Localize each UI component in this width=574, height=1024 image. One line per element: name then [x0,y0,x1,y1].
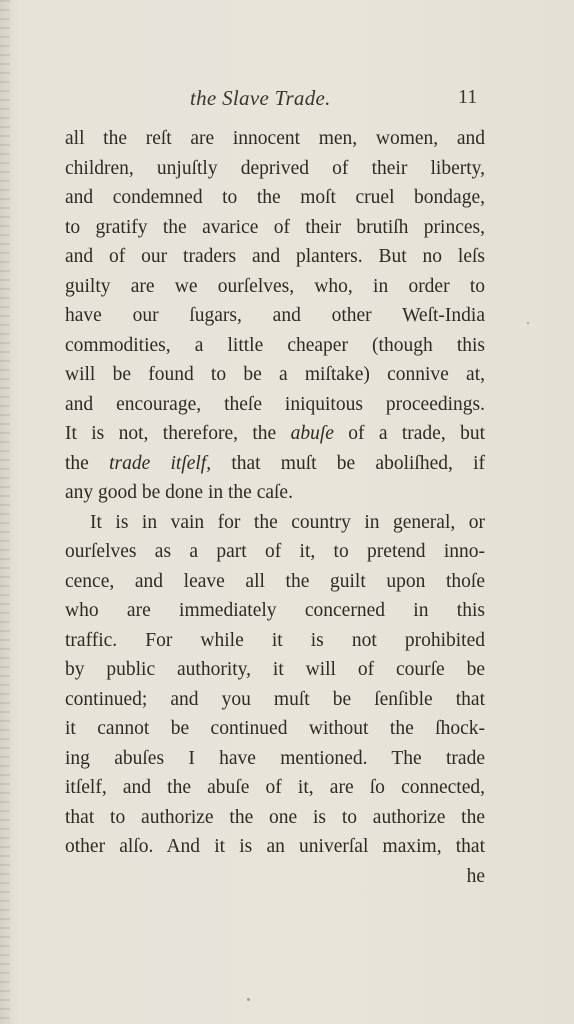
text-line: ing abuſes I have mentioned. The trade [65,747,485,769]
text-line: other alſo. And it is an univerſal maxim, that [65,836,485,857]
text-line: and encourage, theſe iniquitous proceedings. [65,393,485,415]
text-segment: that muſt be aboliſhed, if [231,452,485,474]
binding-gutter [0,0,10,1024]
text-line: have our ſugars, and other Weſt-India [65,305,485,326]
text-segment: the [65,452,89,474]
text-line: ourſelves as a part of it, to pretend inno- [65,541,485,562]
text-line: children, unjuſtly deprived of their liberty, [65,157,485,179]
text-line: to gratify the avarice of their brutiſh princes, [65,216,485,238]
paper-speck [527,322,529,324]
text-line: and of our traders and planters. But no leſs [65,246,485,267]
text-line: any good be done in the caſe. [65,482,293,503]
text-line: and condemned to the moſt cruel bondage, [65,187,485,208]
text-line-mixed [65,449,485,479]
text-line: itſelf, and the abuſe of it, are ſo connected, [65,777,485,798]
text-line: all the reſt are innocent men, women, and [65,128,485,149]
text-line: continued; and you muſt be ſenſible that [65,688,485,710]
text-line: will be found to be a miſtake) connive at, [65,364,485,385]
text-segment: It is not, therefore, the [65,423,277,444]
paragraph-first-line: It is in vain for the country in general, or [90,511,485,533]
text-segment: of a trade, but [348,423,485,444]
italic-emphasis: abuſe [290,423,334,444]
catchword: he [466,865,485,887]
text-line: guilty are we ourſelves, who, in order to [65,275,485,297]
text-line: cence, and leave all the guilt upon thoſe [65,570,485,592]
page-number: 11 [458,86,478,108]
text-line: who are immediately concerned in this [65,600,485,621]
text-line: by public authority, it will of courſe be [65,659,485,680]
text-line: it cannot be continued without the ſhock- [65,718,485,739]
text-line: commodities, a little cheaper (though this [65,334,485,356]
text-line: that to authorize the one is to authorize the [65,806,485,828]
body-text [65,124,485,891]
paper-speck [247,998,250,1001]
text-line: traffic. For while it is not prohibited [65,629,485,651]
running-head: the Slave Trade. [190,86,331,110]
italic-emphasis: trade itſelf, [109,452,212,474]
text-line-mixed [65,419,485,449]
